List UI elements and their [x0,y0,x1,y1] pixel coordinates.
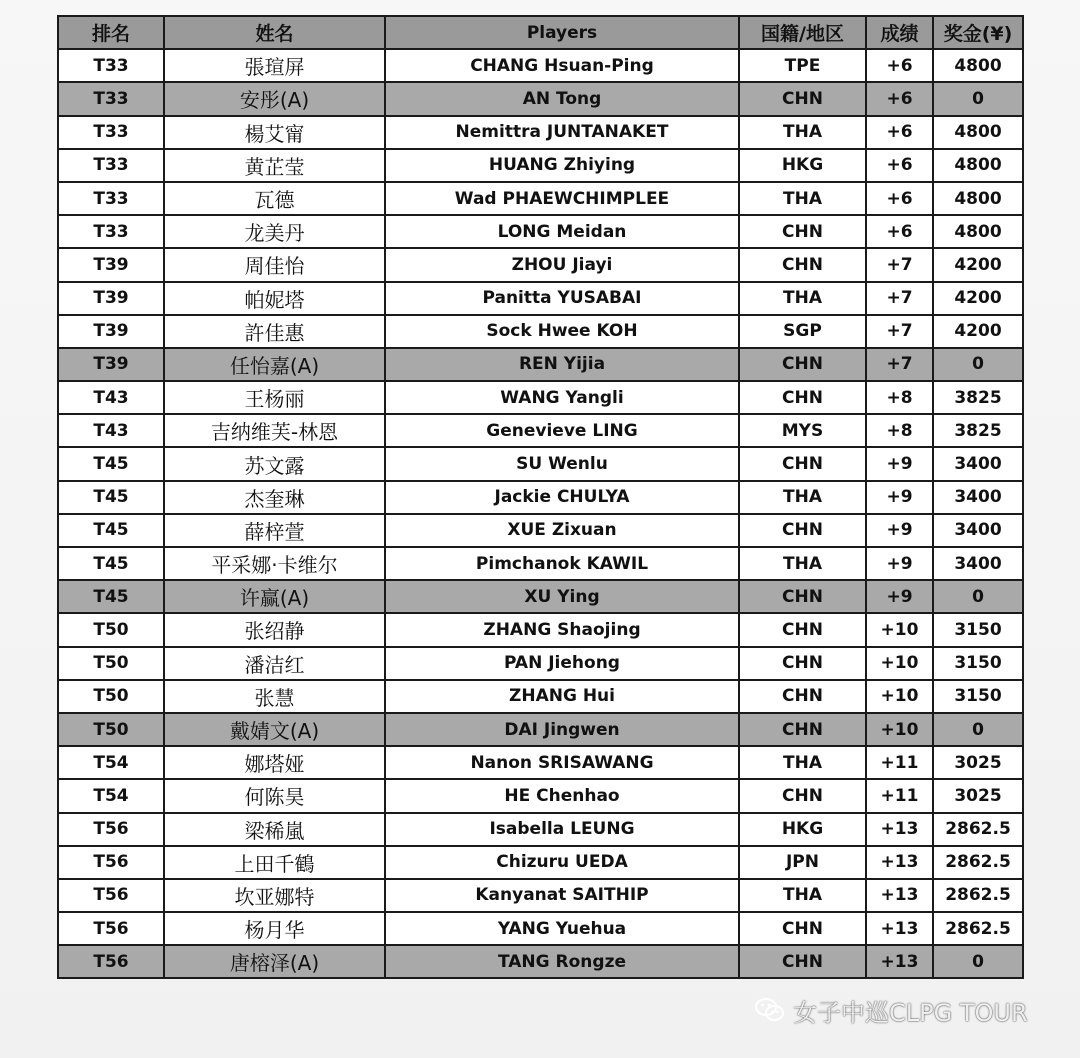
nationality-cell: CHN [739,447,866,480]
player-cell: Genevieve LING [385,414,739,447]
results-table [57,15,1024,979]
name-cell: 楊艾甯 [164,116,385,149]
rank-cell: T54 [58,746,164,779]
table-row [58,381,1023,414]
nationality-cell: JPN [739,846,866,879]
rank-cell: T50 [58,680,164,713]
table-row [58,348,1023,381]
player-cell: HE Chenhao [385,779,739,812]
prize-header: 奖金(¥) [933,16,1023,49]
score-cell: +6 [866,182,933,215]
name-cell: 何陈昊 [164,779,385,812]
rank-cell: T56 [58,813,164,846]
rank-cell: T39 [58,348,164,381]
name-cell: 戴婧文(A) [164,713,385,746]
prize-cell: 3825 [933,381,1023,414]
table-row [58,182,1023,215]
name-cell: 张绍静 [164,613,385,646]
player-cell: XUE Zixuan [385,514,739,547]
prize-cell: 3825 [933,414,1023,447]
table-row [58,116,1023,149]
rank-cell: T43 [58,414,164,447]
rank-cell: T33 [58,182,164,215]
score-cell: +10 [866,680,933,713]
table-row [58,846,1023,879]
nationality-cell: HKG [739,149,866,182]
rank-cell: T33 [58,149,164,182]
name-cell: 許佳惠 [164,315,385,348]
player-cell: AN Tong [385,82,739,115]
prize-cell: 2862.5 [933,813,1023,846]
table-row [58,514,1023,547]
score-cell: +6 [866,49,933,82]
table-row [58,680,1023,713]
rank-header: 排名 [58,16,164,49]
nationality-cell: CHN [739,580,866,613]
player-cell: SU Wenlu [385,447,739,480]
table-row [58,813,1023,846]
table-row [58,481,1023,514]
rank-cell: T54 [58,779,164,812]
name-cell: 帕妮塔 [164,282,385,315]
prize-cell: 3150 [933,647,1023,680]
name-cell: 许赢(A) [164,580,385,613]
prize-cell: 2862.5 [933,846,1023,879]
score-cell: +9 [866,481,933,514]
prize-cell: 3150 [933,680,1023,713]
score-cell: +10 [866,613,933,646]
prize-cell: 3400 [933,481,1023,514]
rank-cell: T33 [58,215,164,248]
name-cell: 潘洁红 [164,647,385,680]
table-row [58,215,1023,248]
score-cell: +7 [866,282,933,315]
score-header: 成绩 [866,16,933,49]
player-cell: HUANG Zhiying [385,149,739,182]
table-row [58,613,1023,646]
table-row [58,746,1023,779]
nationality-cell: THA [739,746,866,779]
table-row [58,49,1023,82]
nationality-cell: CHN [739,215,866,248]
nationality-cell: CHN [739,680,866,713]
player-cell: DAI Jingwen [385,713,739,746]
player-cell: ZHOU Jiayi [385,248,739,281]
name-cell: 梁稀嵐 [164,813,385,846]
score-cell: +9 [866,580,933,613]
table-row [58,447,1023,480]
player-cell: ZHANG Hui [385,680,739,713]
name-cell: 黄芷莹 [164,149,385,182]
prize-cell: 3150 [933,613,1023,646]
table-row [58,879,1023,912]
nationality-cell: THA [739,547,866,580]
score-cell: +6 [866,82,933,115]
table-row [58,248,1023,281]
name-cell: 任怡嘉(A) [164,348,385,381]
score-cell: +9 [866,547,933,580]
name-cell: 吉纳维芙-林恩 [164,414,385,447]
prize-cell: 4800 [933,182,1023,215]
players-header: Players [385,16,739,49]
rank-cell: T45 [58,447,164,480]
score-cell: +13 [866,846,933,879]
table-row [58,547,1023,580]
rank-cell: T56 [58,912,164,945]
player-cell: Jackie CHULYA [385,481,739,514]
player-cell: Chizuru UEDA [385,846,739,879]
rank-cell: T50 [58,613,164,646]
player-cell: WANG Yangli [385,381,739,414]
name-cell: 龙美丹 [164,215,385,248]
rank-cell: T39 [58,282,164,315]
prize-cell: 4800 [933,215,1023,248]
score-cell: +9 [866,514,933,547]
name-cell: 王杨丽 [164,381,385,414]
player-cell: CHANG Hsuan-Ping [385,49,739,82]
prize-cell: 4800 [933,116,1023,149]
prize-cell: 4200 [933,248,1023,281]
score-cell: +13 [866,912,933,945]
rank-cell: T33 [58,49,164,82]
score-cell: +9 [866,447,933,480]
player-cell: YANG Yuehua [385,912,739,945]
score-cell: +6 [866,215,933,248]
score-cell: +7 [866,315,933,348]
table-row [58,647,1023,680]
prize-cell: 0 [933,580,1023,613]
name-cell: 上田千鶴 [164,846,385,879]
name-cell: 杰奎琳 [164,481,385,514]
watermark-text: 女子中巡CLPG TOUR [793,998,1028,1027]
player-cell: LONG Meidan [385,215,739,248]
name-cell: 张慧 [164,680,385,713]
rank-cell: T56 [58,945,164,978]
nationality-cell: CHN [739,514,866,547]
prize-cell: 0 [933,945,1023,978]
nationality-cell: THA [739,116,866,149]
rank-cell: T50 [58,647,164,680]
prize-cell: 4200 [933,282,1023,315]
name-cell: 周佳怡 [164,248,385,281]
nationality-cell: THA [739,879,866,912]
prize-cell: 4800 [933,49,1023,82]
name-cell: 安彤(A) [164,82,385,115]
rank-cell: T56 [58,846,164,879]
player-cell: Pimchanok KAWIL [385,547,739,580]
player-cell: TANG Rongze [385,945,739,978]
prize-cell: 2862.5 [933,879,1023,912]
player-cell: Kanyanat SAITHIP [385,879,739,912]
score-cell: +10 [866,647,933,680]
score-cell: +6 [866,149,933,182]
nationality-cell: CHN [739,348,866,381]
prize-cell: 3400 [933,514,1023,547]
rank-cell: T45 [58,481,164,514]
nationality-cell: CHN [739,779,866,812]
player-cell: Sock Hwee KOH [385,315,739,348]
player-cell: Wad PHAEWCHIMPLEE [385,182,739,215]
results-body [58,49,1023,978]
nationality-cell: CHN [739,945,866,978]
score-cell: +10 [866,713,933,746]
prize-cell: 4800 [933,149,1023,182]
prize-cell: 3025 [933,779,1023,812]
name-cell: 娜塔娅 [164,746,385,779]
score-cell: +6 [866,116,933,149]
rank-cell: T43 [58,381,164,414]
name-cell: 苏文露 [164,447,385,480]
rank-cell: T45 [58,547,164,580]
player-cell: Nanon SRISAWANG [385,746,739,779]
score-cell: +13 [866,879,933,912]
name-cell: 杨月华 [164,912,385,945]
score-cell: +8 [866,414,933,447]
nationality-cell: HKG [739,813,866,846]
nationality-cell: MYS [739,414,866,447]
watermark [755,992,1028,1028]
score-cell: +13 [866,945,933,978]
prize-cell: 0 [933,713,1023,746]
name-header: 姓名 [164,16,385,49]
nationality-cell: THA [739,182,866,215]
table-row [58,945,1023,978]
table-row [58,779,1023,812]
nationality-cell: CHN [739,381,866,414]
rank-cell: T33 [58,82,164,115]
header-row [58,16,1023,49]
prize-cell: 0 [933,82,1023,115]
score-cell: +11 [866,779,933,812]
prize-cell: 3400 [933,547,1023,580]
prize-cell: 2862.5 [933,912,1023,945]
wechat-icon [755,997,785,1023]
nationality-cell: CHN [739,912,866,945]
nationality-cell: CHN [739,248,866,281]
name-cell: 平采娜·卡维尔 [164,547,385,580]
rank-cell: T56 [58,879,164,912]
player-cell: Isabella LEUNG [385,813,739,846]
nationality-cell: TPE [739,49,866,82]
rank-cell: T45 [58,580,164,613]
player-cell: REN Yijia [385,348,739,381]
table-row [58,414,1023,447]
rank-cell: T39 [58,315,164,348]
name-cell: 張瑄屏 [164,49,385,82]
nationality-header: 国籍/地区 [739,16,866,49]
player-cell: Panitta YUSABAI [385,282,739,315]
score-cell: +13 [866,813,933,846]
nationality-cell: THA [739,282,866,315]
prize-cell: 0 [933,348,1023,381]
score-cell: +7 [866,348,933,381]
table-row [58,580,1023,613]
name-cell: 薛梓萱 [164,514,385,547]
table-row [58,912,1023,945]
player-cell: Nemittra JUNTANAKET [385,116,739,149]
rank-cell: T33 [58,116,164,149]
prize-cell: 3025 [933,746,1023,779]
name-cell: 坎亚娜特 [164,879,385,912]
score-cell: +7 [866,248,933,281]
player-cell: PAN Jiehong [385,647,739,680]
name-cell: 唐榕泽(A) [164,945,385,978]
name-cell: 瓦德 [164,182,385,215]
nationality-cell: CHN [739,613,866,646]
prize-cell: 3400 [933,447,1023,480]
prize-cell: 4200 [933,315,1023,348]
table-row [58,82,1023,115]
rank-cell: T45 [58,514,164,547]
rank-cell: T39 [58,248,164,281]
nationality-cell: THA [739,481,866,514]
nationality-cell: SGP [739,315,866,348]
nationality-cell: CHN [739,82,866,115]
nationality-cell: CHN [739,647,866,680]
table-row [58,315,1023,348]
nationality-cell: CHN [739,713,866,746]
score-cell: +8 [866,381,933,414]
player-cell: ZHANG Shaojing [385,613,739,646]
table-row [58,282,1023,315]
player-cell: XU Ying [385,580,739,613]
table-row [58,713,1023,746]
score-cell: +11 [866,746,933,779]
table-row [58,149,1023,182]
rank-cell: T50 [58,713,164,746]
